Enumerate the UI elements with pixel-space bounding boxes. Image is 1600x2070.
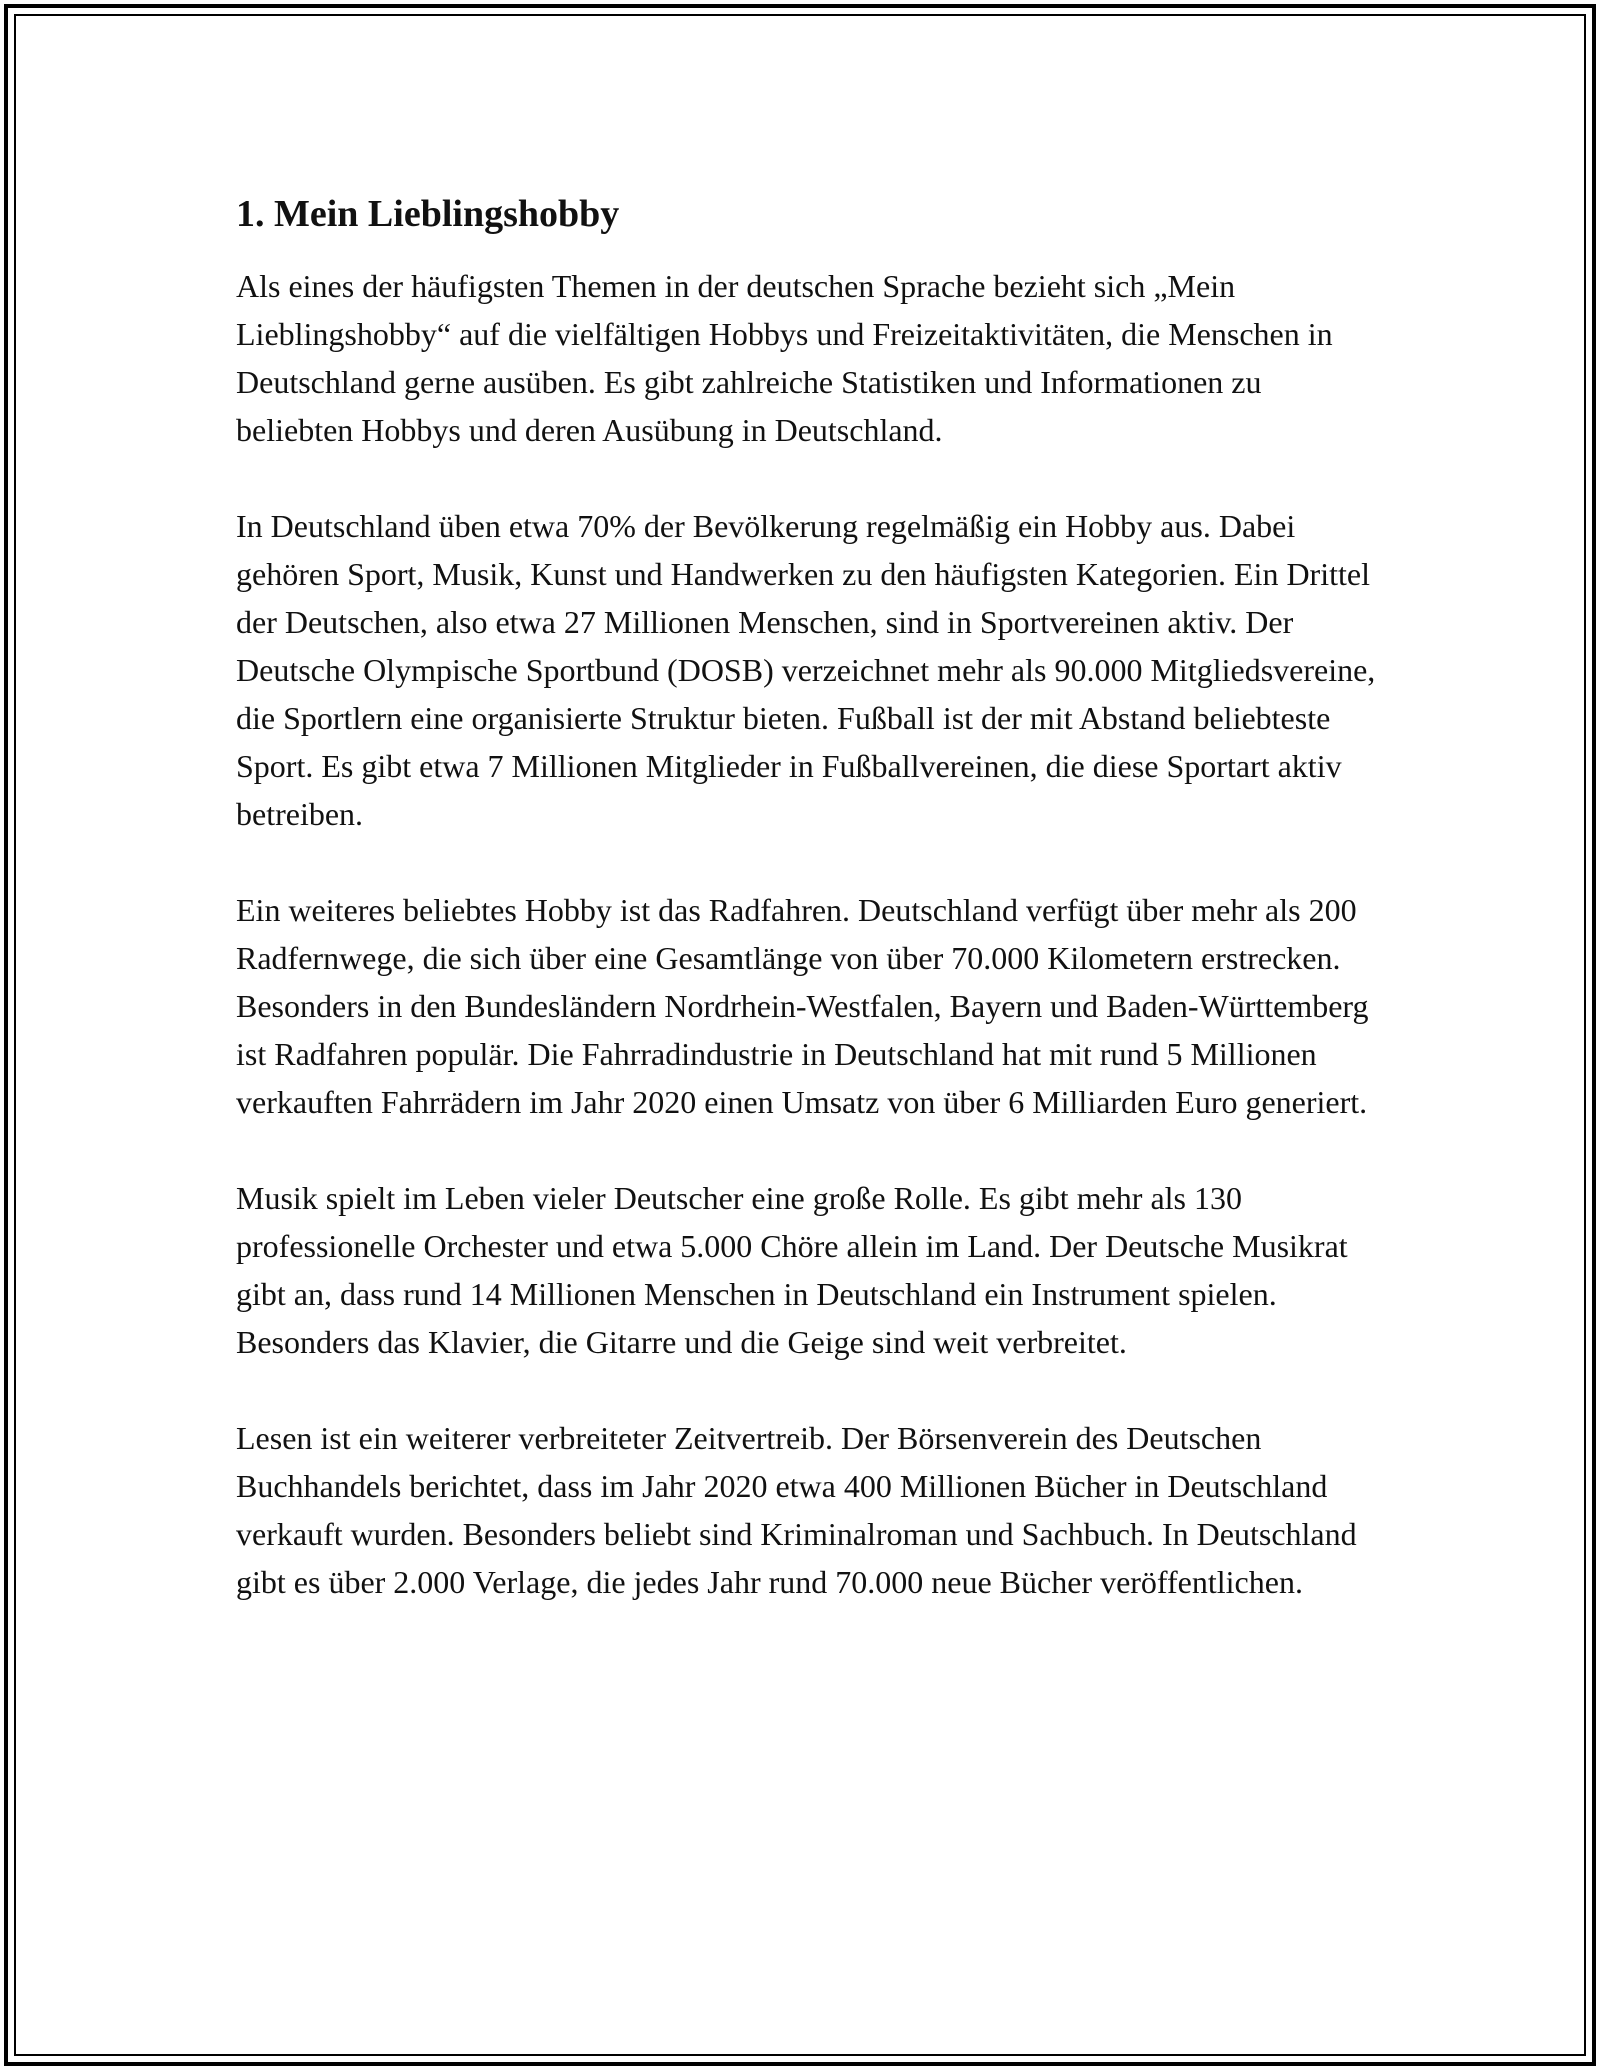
paragraph-music: Musik spielt im Leben vieler Deutscher eine große Rolle. Es gibt mehr als 130 professionelle Orchester und etwa 5.000 Chöre allein im Land. Der Deutsche Musikrat gibt an, dass rund 14 Millionen Menschen in Deutschland ein Instrument spielen. Besonders das Klavier, die Gitarre und die Geige sind weit verbreitet. xyxy=(236,1180,1348,1360)
document-body xyxy=(236,186,1386,1654)
paragraph-sport: In Deutschland üben etwa 70% der Bevölkerung regelmäßig ein Hobby aus. Dabei gehören Sport, Musik, Kunst und Handwerken zu den häufigsten Kategorien. Ein Drittel der Deutschen, also etwa 27 Millionen Menschen, sind in Sportvereinen aktiv. Der Deutsche Olympische Sportbund (DOSB) verzeichnet mehr als 90.000 Mitgliedsvereine, die Sportlern eine organisierte Struktur bieten. Fußball ist der mit Abstand beliebteste Sport. Es gibt etwa 7 Millionen Mitglieder in Fußballvereinen, die diese Sportart aktiv betreiben. xyxy=(236,508,1376,832)
paragraph-cycling: Ein weiteres beliebtes Hobby ist das Radfahren. Deutschland verfügt über mehr als 200 Radfernwege, die sich über eine Gesamtlänge von über 70.000 Kilometern erstrecken. Besonders in den Bundesländern Nordrhein-Westfalen, Bayern und Baden-Württemberg ist Radfahren populär. Die Fahrradindustrie in Deutschland hat mit rund 5 Millionen verkauften Fahrrädern im Jahr 2020 einen Umsatz von über 6 Milliarden Euro generiert. xyxy=(236,892,1369,1120)
paragraph-reading: Lesen ist ein weiterer verbreiteter Zeitvertreib. Der Börsenverein des Deutschen Buchhandels berichtet, dass im Jahr 2020 etwa 400 Millionen Bücher in Deutschland verkauft wurden. Besonders beliebt sind Kriminalroman und Sachbuch. In Deutschland gibt es über 2.000 Verlage, die jedes Jahr rund 70.000 neue Bücher veröffentlichen. xyxy=(236,1420,1357,1600)
paragraph-intro: Als eines der häufigsten Themen in der deutschen Sprache bezieht sich „Mein Lieblingshobby“ auf die vielfältigen Hobbys und Freizeitaktivitäten, die Menschen in Deutschland gerne ausüben. Es gibt zahlreiche Statistiken und Informationen zu beliebten Hobbys und deren Ausübung in Deutschland. xyxy=(236,268,1333,448)
section-heading: 1. Mein Lieblingshobby xyxy=(236,193,620,235)
